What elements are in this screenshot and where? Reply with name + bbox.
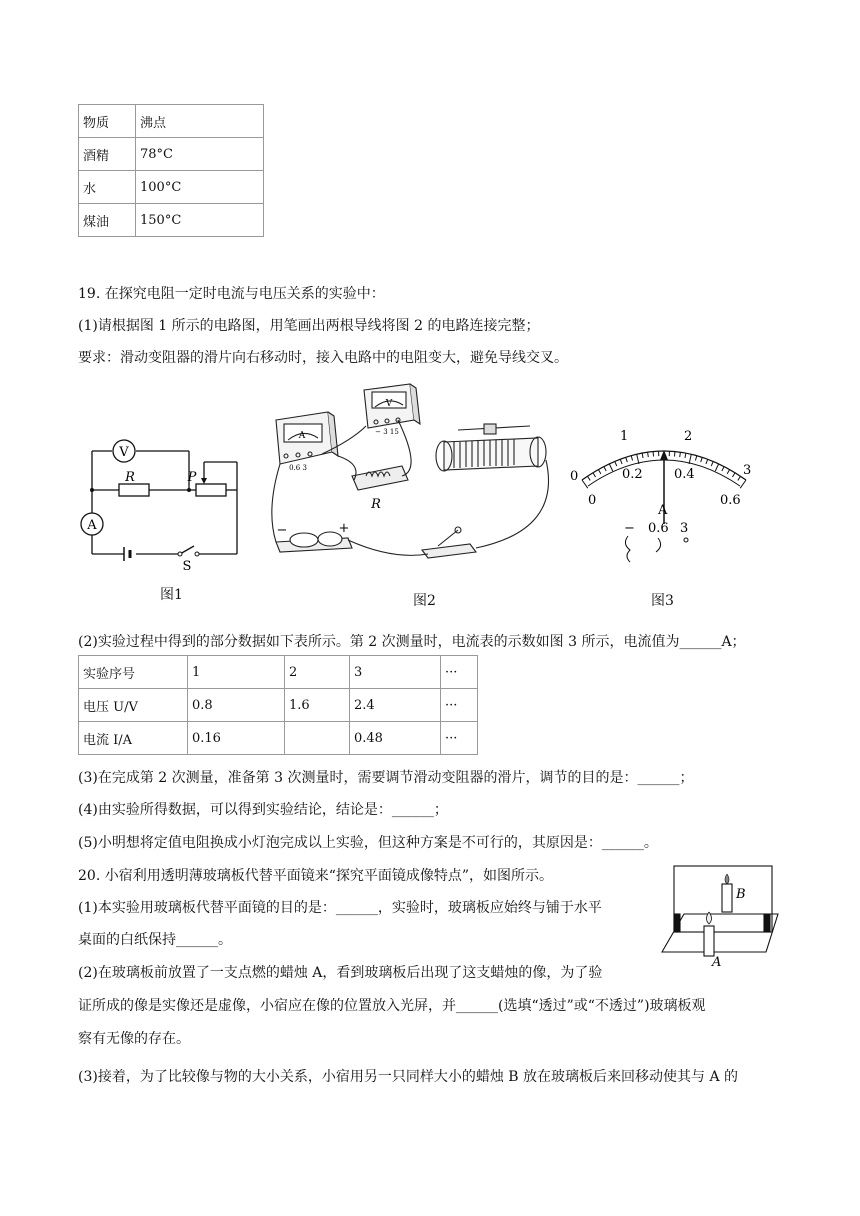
battery-minus-label: − [276, 523, 288, 538]
boiling-point-table [78, 104, 264, 237]
dial-tick [587, 476, 590, 480]
dial-tick [685, 453, 686, 458]
q20-part1-line1: (1)本实验用玻璃板代替平面镜的目的是：______，实验时，玻璃板应始终与铺于水平 [78, 900, 602, 916]
dial-tick [727, 470, 729, 474]
table-cell [285, 722, 350, 755]
table-cell: 物质 [79, 105, 136, 138]
dial-outer-1: 1 [620, 429, 629, 444]
dial-tick [680, 452, 681, 457]
table-row [79, 656, 478, 689]
table-cell: 2.4 [350, 689, 441, 722]
dial-tick [620, 459, 622, 464]
dial-tick [695, 456, 696, 461]
dial-outer-2: 2 [684, 429, 693, 444]
dial-tick [689, 454, 691, 464]
figure-3-ammeter-dial [560, 420, 770, 580]
ammeter-label: A [87, 518, 97, 533]
switch-label: S [182, 559, 192, 572]
q20-part3-line1: (3)接着，为了比较像与物的大小关系，小宿用另一只同样大小的蜡烛 B 放在玻璃板后来回移动使其与 A 的 [78, 1069, 739, 1085]
terminal-minus-label: − [624, 521, 635, 536]
table-cell: ··· [441, 656, 478, 689]
fig2-resistor-label: R [371, 497, 381, 512]
table-cell: ··· [441, 689, 478, 722]
q20-part2-line2: 证所成的像是实像还是虚像，小宿应在像的位置放入光屏，并______(选填“透过”或“不透过”)玻璃板观 [78, 998, 706, 1014]
dial-tick [615, 461, 617, 466]
table-cell: 2 [285, 656, 350, 689]
voltmeter-dial-label: V [385, 399, 393, 409]
figure-2-apparatus [262, 380, 564, 580]
dial-tick [626, 457, 628, 462]
table-cell: 酒精 [79, 138, 136, 171]
q19-part2: (2)实验过程中得到的部分数据如下表所示。第 2 次测量时，电流表的示数如图 3 所示，电流值为______A； [78, 634, 746, 650]
dial-tick [706, 459, 708, 464]
terminal-06-label: 0.6 [648, 521, 669, 536]
q19-title: 19. 在探究电阻一定时电流与电压关系的实验中： [78, 286, 385, 302]
table-row [79, 204, 264, 237]
q19-requirement: 要求：滑动变阻器的滑片向右移动时，接入电路中的电阻变大，避免导线交叉。 [78, 350, 568, 366]
voltmeter-terminal-label: − 3 15 [375, 428, 399, 436]
table-row [79, 722, 478, 755]
table-cell: 78°C [136, 138, 264, 171]
dial-tick [738, 476, 741, 480]
dial-inner-1: 0.2 [622, 467, 643, 482]
dial-inner-0: 0 [588, 493, 597, 508]
ammeter-terminal-label: 0.6 3 [289, 464, 307, 472]
table-cell: 1.6 [285, 689, 350, 722]
table-cell: 150°C [136, 204, 264, 237]
dial-tick [711, 461, 713, 466]
figure-3-caption: 图3 [651, 593, 674, 609]
table-cell: 电压 U/V [79, 689, 188, 722]
dial-tick [740, 480, 746, 488]
dial-tick [732, 473, 735, 477]
q20-title: 20. 小宿利用透明薄玻璃板代替平面镜来“探究平面镜成像特点”，如图所示。 [78, 868, 554, 884]
dial-tick [701, 457, 703, 462]
q20-part1-line2: 桌面的白纸保持______。 [78, 932, 232, 948]
dial-inner-2: 0.4 [674, 467, 695, 482]
table-cell: 水 [79, 171, 136, 204]
ammeter-dial-label: A [298, 431, 306, 441]
table-cell: 0.16 [188, 722, 285, 755]
dial-tick [631, 456, 632, 461]
q19-part4: (4)由实验所得数据，可以得到实验结论，结论是：______； [78, 802, 448, 818]
dial-tick [637, 454, 639, 464]
dial-unit-label: A [658, 503, 668, 518]
dial-tick [609, 464, 612, 471]
table-cell: 实验序号 [79, 656, 188, 689]
table-row [79, 105, 264, 138]
table-cell: 1 [188, 656, 285, 689]
table-row [79, 171, 264, 204]
q20-part2-line1: (2)在玻璃板前放置了一支点燃的蜡烛 A，看到玻璃板后出现了这支蜡烛的像，为了验 [78, 965, 603, 981]
table-cell: 0.8 [188, 689, 285, 722]
figure-2-caption: 图2 [413, 593, 436, 609]
table-cell: 煤油 [79, 204, 136, 237]
q20-part2-line3: 察有无像的存在。 [78, 1031, 190, 1047]
voltmeter-label: V [119, 445, 129, 460]
q19-part3: (3)在完成第 2 次测量，准备第 3 次测量时，需要调节滑动变阻器的滑片，调节的目的是：______； [78, 770, 694, 786]
dial-tick [722, 467, 724, 471]
resistor-label: R [125, 470, 135, 485]
dial-outer-3: 3 [743, 463, 752, 478]
table-cell: 电流 I/A [79, 722, 188, 755]
dial-tick [598, 470, 600, 474]
table-cell: 3 [350, 656, 441, 689]
table-cell: 沸点 [136, 105, 264, 138]
q19-part1: (1)请根据图 1 所示的电路图，用笔画出两根导线将图 2 的电路连接完整； [78, 318, 540, 334]
measurement-table [78, 655, 478, 755]
dial-tick [593, 473, 596, 477]
q19-part5: (5)小明想将定值电阻换成小灯泡完成以上实验，但这种方案是不可行的，其原因是：______。 [78, 835, 658, 851]
candle-a-label: A [712, 955, 722, 966]
table-cell: 100°C [136, 171, 264, 204]
dial-tick [642, 453, 643, 458]
dial-tick [715, 464, 718, 471]
mirror-experiment-figure [660, 862, 780, 966]
battery-plus-label: + [338, 521, 350, 536]
table-cell: 0.48 [350, 722, 441, 755]
table-cell: ··· [441, 722, 478, 755]
slider-label: P [187, 470, 197, 485]
table-row [79, 689, 478, 722]
figure-1-circuit-diagram [74, 434, 244, 572]
dial-inner-3: 0.6 [720, 493, 741, 508]
table-row [79, 138, 264, 171]
figure-1-caption: 图1 [160, 587, 183, 603]
dial-tick [604, 467, 606, 471]
dial-tick [582, 480, 588, 488]
dial-outer-0: 0 [570, 469, 579, 484]
candle-b-label: B [736, 887, 746, 902]
terminal-3-label: 3 [680, 521, 689, 536]
dial-tick [648, 452, 649, 457]
